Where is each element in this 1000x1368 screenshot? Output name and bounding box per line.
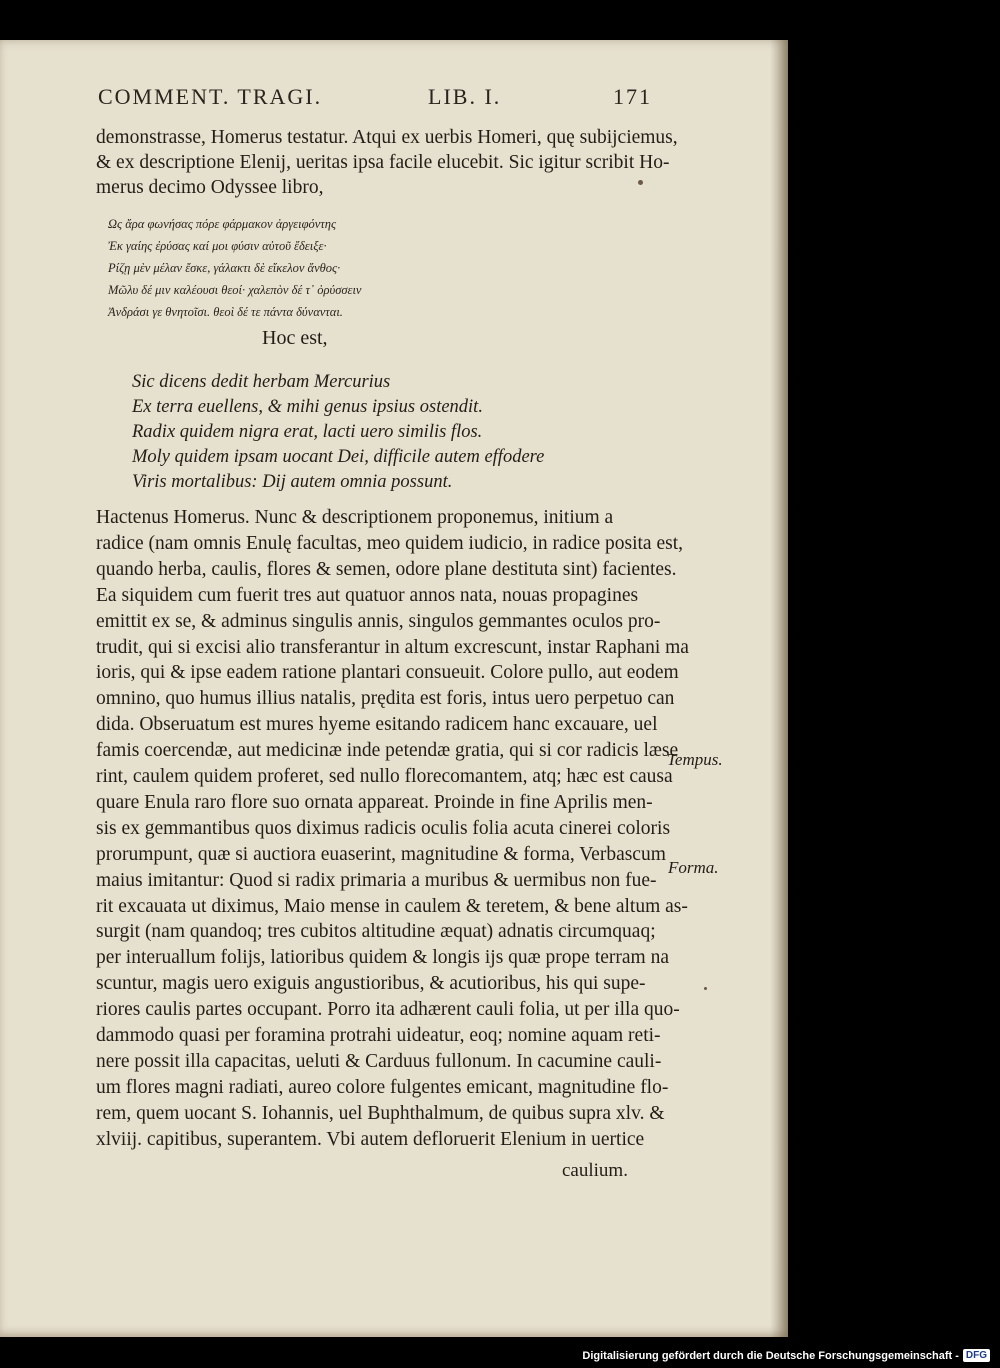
greek-verse-line: Μῶλυ δέ μιν καλέουσι θεοί· χαλεπὸν δέ τ᾽ ὀρύσσειν — [108, 283, 362, 297]
body-line: nere possit illa capacitas, ueluti & Carduus fullonum. In cacumine cauli- — [96, 1050, 662, 1072]
catchword-line: caulium. — [562, 1160, 628, 1181]
body-line: rint, caulem quidem proferet, sed nullo florecomantem, atq; hæc est causa — [96, 766, 673, 787]
running-head-book: LIB. I. — [428, 84, 502, 109]
body-line: emittit ex se, & adminus singulis annis, singulos gemmantes oculos pro- — [96, 610, 661, 632]
intro-line: merus decimo Odyssee libro, — [96, 177, 324, 198]
body-line: ioris, qui & ipse eadem ratione plantari consueuit. Colore pullo, aut eodem — [96, 662, 679, 684]
latin-verse-line: Moly quidem ipsam uocant Dei, difficile autem effodere — [132, 447, 545, 467]
hoc-est-heading: Hoc est, — [262, 327, 328, 349]
latin-verse-line: Viris mortalibus: Dij autem omnia possunt. — [132, 472, 453, 492]
body-line: Ea siquidem cum fuerit tres aut quatuor annos nata, nouas propagines — [96, 584, 639, 606]
body-line: rem, quem uocant S. Iohannis, uel Buphthalmum, de quibus supra xlv. & — [96, 1102, 665, 1124]
body-line: um flores magni radiati, aureo colore fulgentes emicant, magnitudine flo- — [96, 1076, 669, 1098]
dfg-logo: DFG — [963, 1349, 990, 1362]
marginal-note-forma: Forma. — [668, 858, 719, 877]
latin-verse-line: Ex terra euellens, & mihi genus ipsius ostendit. — [132, 397, 483, 417]
ink-speck — [704, 987, 707, 990]
body-line: xlviij. capitibus, superantem. Vbi autem defloruerit Elenium in uertice — [96, 1128, 645, 1150]
body-line: omnino, quo humus illius natalis, prędita est foris, intus uero perpetuo can — [96, 688, 675, 710]
greek-verse-line: Ἀνδράσι γε θνητοῖσι. θεοὶ δέ τε πάντα δύνανται. — [108, 305, 343, 319]
footer-text: Digitalisierung gefördert durch die Deutsche Forschungsgemeinschaft - — [582, 1349, 959, 1362]
body-line: dammodo quasi per foramina protrahi uideatur, eoq; nomine aquam reti- — [96, 1025, 661, 1046]
body-line: scuntur, magis uero exiguis angustioribus, & acutioribus, his qui supe- — [96, 973, 646, 995]
intro-line: demonstrasse, Homerus testatur. Atqui ex uerbis Homeri, quę subijciemus, — [96, 127, 678, 148]
greek-verse-line: Ἐκ γαίης ἐρύσας καί μοι φύσιν αὐτοῦ ἔδειξε· — [108, 239, 327, 253]
body-line: surgit (nam quandoq; tres cubitos altitudine æquat) adnatis circumquaq; — [96, 921, 656, 943]
folio-number: 171 — [613, 84, 652, 109]
body-line: Hactenus Homerus. Nunc & descriptionem proponemus, initium a — [96, 507, 614, 528]
body-line: radice (nam omnis Enulę facultas, meo quidem iudicio, in radice posita est, — [96, 532, 683, 554]
body-line: famis coercendæ, aut medicinæ inde petendæ gratia, qui si cor radicis læse — [96, 740, 679, 762]
ink-speck — [638, 180, 643, 185]
body-line: riores caulis partes occupant. Porro ita adhærent cauli folia, ut per illa quo- — [96, 999, 680, 1021]
running-head — [98, 84, 658, 110]
latin-verse-line: Sic dicens dedit herbam Mercurius — [132, 372, 391, 392]
digitization-footer — [582, 1349, 990, 1362]
body-line: prorumpunt, quæ si auctiora euaserint, magnitudine & forma, Verbascum — [96, 843, 666, 865]
body-line: per interuallum folijs, latioribus quidem & longis ijs quæ prope terram na — [96, 947, 669, 969]
greek-verse-line: Ως ἄρα φωνήσας πόρε φάρμακον ἀργειφόντης — [108, 217, 337, 231]
book-page — [0, 40, 788, 1337]
body-line: sis ex gemmantibus quos diximus radicis oculis folia acuta cinerei coloris — [96, 817, 671, 839]
greek-verse-line: Ρίζῃ μὲν μέλαν ἔσκε, γάλακτι δὲ εἴκελον ἄνθος· — [108, 261, 341, 275]
running-head-title: COMMENT. TRAGI. — [98, 84, 323, 109]
intro-line: & ex descriptione Elenij, ueritas ipsa facile elucebit. Sic igitur scribit Ho- — [96, 152, 670, 173]
body-line: quando herba, caulis, flores & semen, odore plane destituta sint) facientes. — [96, 558, 677, 580]
body-line: maius imitantur: Quod si radix primaria a muribus & uermibus non fue- — [96, 869, 657, 891]
body-line: rit excauata ut diximus, Maio mense in caulem & teretem, & bene altum as- — [96, 895, 688, 917]
page-edge-shadow — [770, 40, 788, 1337]
body-line: dida. Obseruatum est mures hyeme esitando radicem hanc excauare, uel — [96, 714, 658, 736]
latin-verse-line: Radix quidem nigra erat, lacti uero similis flos. — [132, 422, 483, 442]
body-line: quare Enula raro flore suo ornata appareat. Proinde in fine Aprilis men- — [96, 791, 653, 813]
body-line: trudit, qui si excisi alio transferantur in altum excrescunt, instar Raphani ma — [96, 636, 689, 658]
marginal-note-tempus: Tempus. — [667, 750, 723, 769]
